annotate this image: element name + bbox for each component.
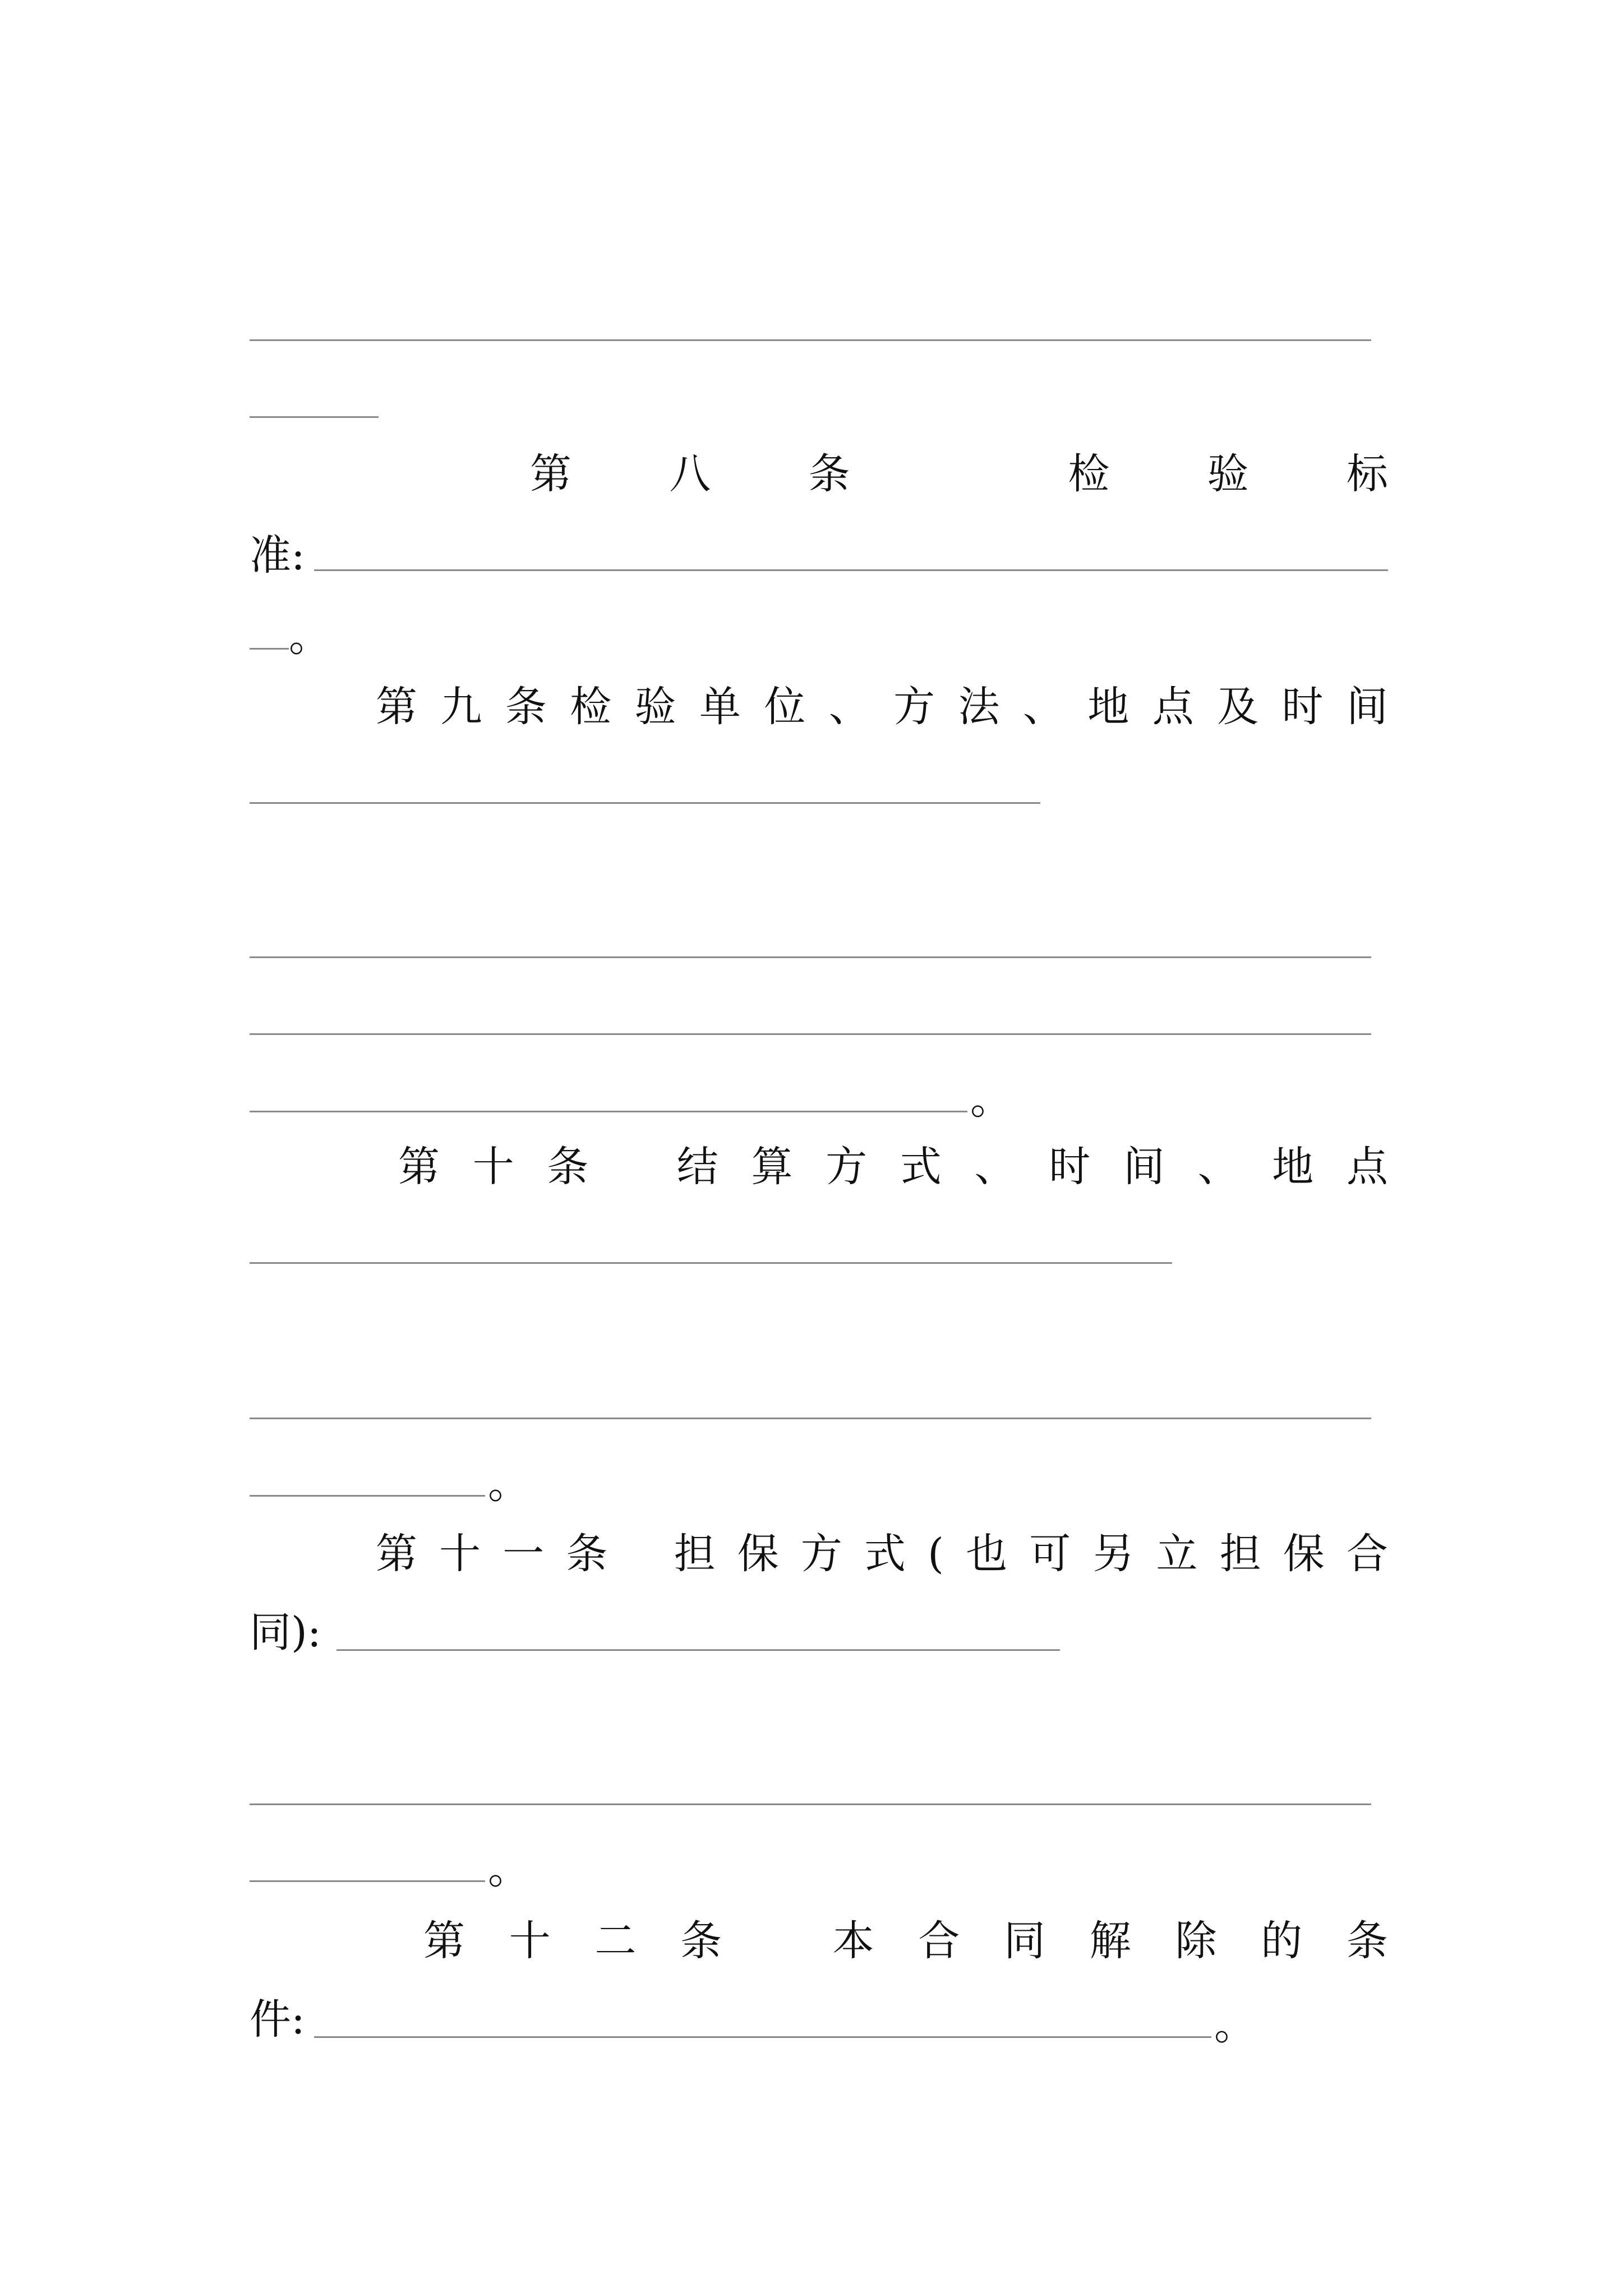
heading-char: 方 (800, 1530, 842, 1578)
article-8-heading (530, 449, 1388, 499)
heading-char: 、 (828, 683, 870, 731)
heading-char: 式 (864, 1530, 906, 1578)
heading-char: 也 (966, 1530, 1008, 1578)
heading-char: 第 (423, 1917, 465, 1965)
heading-char: 地 (1087, 683, 1129, 731)
heading-char: 除 (1175, 1917, 1217, 1965)
blank-line (250, 956, 1371, 958)
end-mark: 。 (488, 1460, 529, 1508)
heading-char: 标 (1346, 450, 1388, 498)
heading-char: 条 (1346, 1917, 1388, 1965)
blank-line (250, 1880, 485, 1882)
article-11-continuation: 同): (250, 1608, 321, 1657)
spacer (766, 1916, 789, 1966)
heading-char: 第 (398, 1143, 440, 1191)
article-9-heading (376, 682, 1388, 732)
heading-char: 算 (751, 1143, 793, 1191)
blank-line (250, 1495, 485, 1497)
blank-line (314, 569, 1388, 571)
heading-char: 、 (974, 1143, 1016, 1191)
heading-char: 八 (669, 450, 711, 498)
heading-char: 验 (1207, 450, 1249, 498)
blank-line (250, 1262, 1172, 1264)
heading-char: 方 (826, 1143, 868, 1191)
heading-char: 另 (1092, 1530, 1135, 1578)
heading-char: 十 (439, 1530, 481, 1578)
heading-char: 保 (737, 1530, 779, 1578)
heading-char: 验 (634, 683, 676, 731)
blank-line (250, 1803, 1371, 1805)
heading-char: 间 (1123, 1143, 1165, 1191)
blank-line (250, 416, 379, 418)
end-mark: 。 (488, 1845, 529, 1893)
heading-char: 条 (547, 1143, 589, 1191)
article-11-heading (376, 1529, 1388, 1579)
heading-char: 、 (1022, 683, 1064, 731)
blank-line (250, 1033, 1371, 1035)
heading-char: 时 (1049, 1143, 1091, 1191)
heading-char: 十 (472, 1143, 514, 1191)
blank-line (250, 802, 1040, 804)
heading-char: 地 (1272, 1143, 1314, 1191)
heading-char: 间 (1346, 683, 1388, 731)
heading-char: 法 (958, 683, 1000, 731)
heading-char: 合 (1346, 1530, 1388, 1578)
heading-char: 式 (900, 1143, 942, 1191)
blank-line (336, 1649, 1060, 1651)
heading-char: 保 (1283, 1530, 1325, 1578)
heading-char: 点 (1346, 1143, 1388, 1191)
heading-char: 一 (502, 1530, 545, 1578)
article-10-heading (398, 1142, 1388, 1192)
spacer (948, 449, 970, 499)
heading-char: 及 (1217, 683, 1259, 731)
heading-char: 解 (1089, 1917, 1131, 1965)
heading-char: 单 (699, 683, 741, 731)
heading-char: 担 (1219, 1530, 1261, 1578)
article-8-continuation: 准: (250, 531, 305, 579)
heading-char: 立 (1156, 1530, 1198, 1578)
heading-char: 第 (530, 450, 571, 498)
blank-line (314, 2036, 1211, 2038)
blank-line (250, 648, 289, 650)
end-mark: 。 (1214, 2001, 1256, 2049)
spacer (621, 1142, 644, 1192)
heading-char: 的 (1261, 1917, 1303, 1965)
heading-char: 条 (505, 683, 547, 731)
end-mark: 。 (970, 1075, 1012, 1124)
heading-char: 点 (1152, 683, 1194, 731)
heading-char: 第 (376, 683, 417, 731)
heading-char: 合 (918, 1917, 960, 1965)
heading-char: 本 (832, 1917, 874, 1965)
heading-char: 检 (1068, 450, 1110, 498)
heading-char: 条 (680, 1917, 722, 1965)
blank-line (250, 1111, 967, 1112)
heading-char: 时 (1281, 683, 1324, 731)
article-12-continuation: 件: (250, 1995, 305, 2044)
heading-char: 第 (376, 1530, 417, 1578)
spacer (630, 1529, 652, 1579)
heading-char: 担 (674, 1530, 716, 1578)
heading-char: 条 (808, 450, 850, 498)
heading-char: 结 (676, 1143, 718, 1191)
heading-char: 二 (594, 1917, 637, 1965)
heading-char: 九 (440, 683, 482, 731)
heading-char: 检 (570, 683, 612, 731)
heading-char: 方 (893, 683, 935, 731)
heading-char: 位 (764, 683, 806, 731)
heading-char: ( (928, 1530, 944, 1578)
heading-char: 同 (1004, 1917, 1046, 1965)
article-12-heading (423, 1916, 1388, 1966)
heading-char: 、 (1197, 1143, 1239, 1191)
heading-char: 条 (566, 1530, 608, 1578)
blank-line (250, 339, 1371, 341)
heading-char: 十 (509, 1917, 551, 1965)
end-mark: 。 (289, 613, 330, 661)
blank-line (250, 1418, 1371, 1419)
heading-char: 可 (1029, 1530, 1071, 1578)
